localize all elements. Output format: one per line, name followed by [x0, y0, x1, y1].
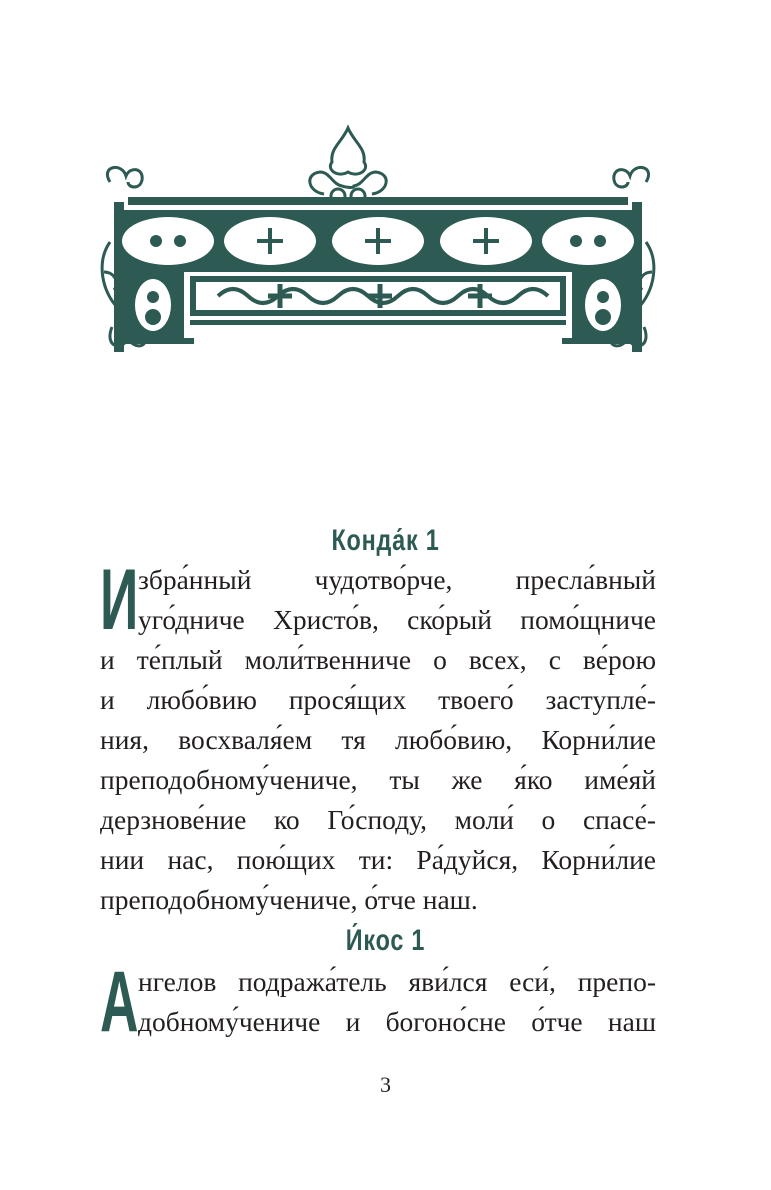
ornamental-headpiece	[98, 122, 658, 354]
kontakion-text	[100, 552, 656, 920]
text-line: збра́нный чудотво́рче, пресла́вный	[138, 564, 656, 595]
text-line: ния, восхваля́ем тя любо́вию, Корни́лие	[100, 724, 656, 755]
text-line: нии нас, пою́щих ти: Ра́дуйся, Корни́лие	[100, 844, 656, 875]
page-number: 3	[380, 1072, 391, 1097]
text-line: добному́чениче и богоно́сне о́тче наш	[138, 1006, 656, 1037]
ikos-heading: И́кос 1	[345, 924, 426, 957]
ikos-text	[100, 954, 656, 1050]
text-line: и любо́вию прося́щих твоего́ заступле́-	[100, 684, 656, 715]
kontakion-dropcap: И	[100, 552, 139, 648]
text-line: и те́плый моли́твенниче о всех, с ве́рою	[100, 644, 656, 675]
text-line: преподобному́чениче, ты же я́ко име́яй	[100, 764, 656, 795]
text-line: дерзнове́ние ко Го́споду, моли́ о спасе́-	[100, 804, 656, 835]
text-line: преподобному́чениче, о́тче наш.	[100, 884, 478, 915]
ikos-dropcap: А	[100, 954, 139, 1050]
text-line: уго́дниче Христо́в, ско́рый помо́щниче	[138, 604, 656, 635]
text-line: нгелов подража́тель яви́лся еси́, препо-	[138, 966, 656, 997]
kontakion-heading: Конда́к 1	[331, 524, 440, 557]
